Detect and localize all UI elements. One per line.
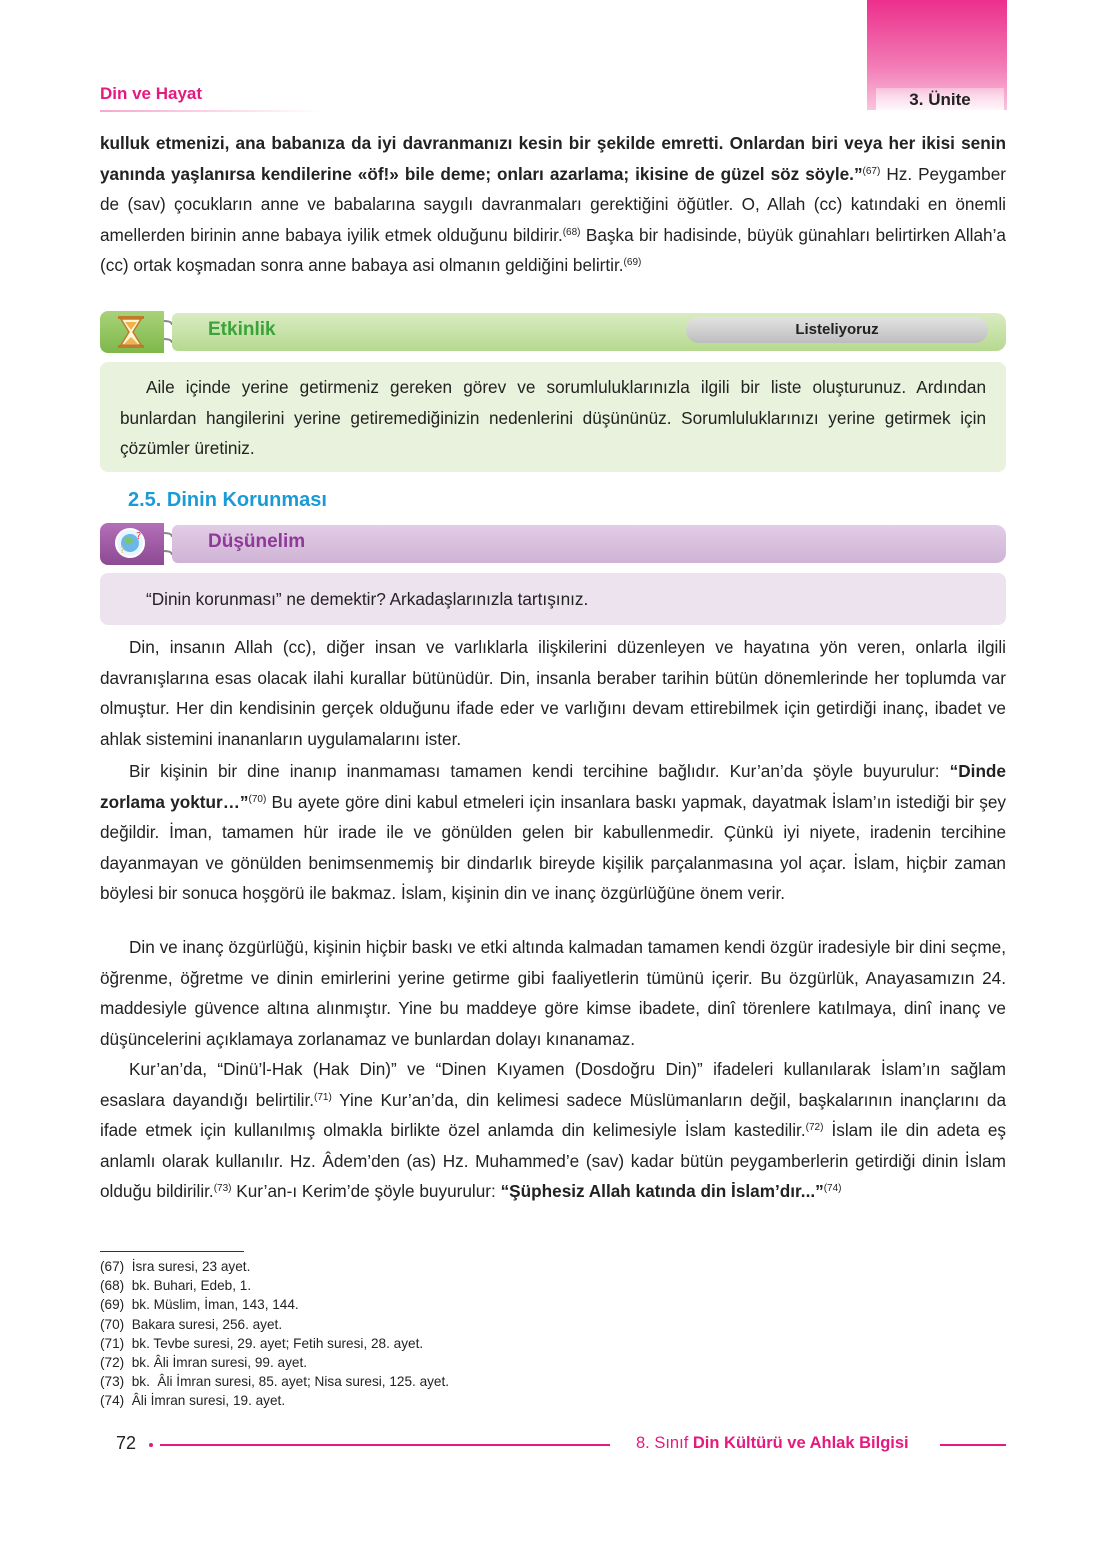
footnote-68: (68) bk. Buhari, Edeb, 1. — [100, 1278, 252, 1294]
hourglass-icon — [100, 311, 164, 353]
footnote-74: (74) Âli İmran suresi, 19. ayet. — [100, 1393, 286, 1409]
header-underline — [100, 110, 325, 112]
etkinlik-tag: Listeliyoruz — [686, 317, 988, 343]
footnote-73: (73) bk. Âli İmran suresi, 85. ayet; Nisa suresi, 125. ayet. — [100, 1374, 450, 1390]
section-heading: 2.5. Dinin Korunması — [128, 489, 327, 511]
etkinlik-text: Aile içinde yerine getirmeniz gereken görev ve sorumluluklarınızla ilgili bir liste oluşturunuz. Ardından bunlardan hangilerini yerine getiremediğinizin nedenlerini düşününüz. Sorumluluklarınızı yerine getirmek için çözümler üretiniz. — [120, 377, 986, 459]
footer-rule-right — [940, 1444, 1006, 1446]
footnote-67: (67) İsra suresi, 23 ayet. — [100, 1259, 251, 1274]
footnote-ref-72[interactable]: (72) — [805, 1122, 824, 1134]
footer-book-title: 8. Sınıf Din Kültürü ve Ahlak Bilgisi — [636, 1434, 909, 1452]
dusunelim-text: “Dinin korunması” ne demektir? Arkadaşlarınızla tartışınız. — [146, 589, 589, 609]
svg-text:?: ? — [136, 531, 142, 542]
footnote-ref-71[interactable]: (71) — [314, 1091, 332, 1103]
footnote-ref-67[interactable]: (67) — [862, 165, 881, 177]
footnote-rule — [100, 1251, 244, 1252]
footnote-71: (71) bk. Tevbe suresi, 29. ayet; Fetih suresi, 28. ayet. — [100, 1335, 424, 1351]
paragraph-1: kulluk etmenizi, ana babanıza da iyi davranmanızı kesin bir şekilde emretti. Onlardan biri veya her ikisi senin yanında yaşlanırsa kendilerine «öf!» bile deme; onları azarlama; ikisine de güzel söz söyle.”$^{(67)}$ Hz. Peygamber de (sav) çocukların anne ve babalarına saygılı davranmaları gerektiğini öğütler. O, Allah (cc) katındaki en önemli amellerden birinin anne babaya iyilik etmek olduğunu bildirir.$^{(68)}$ Başka bir hadisinde, büyük günahları belirtirken Allah’a (cc) ortak koşmadan sonra anne babaya asi olmanın geldiğini belirtir.$^{(69)}$ — [100, 133, 1006, 276]
globe-icon — [100, 523, 164, 565]
dusunelim-title: Düşünelim — [208, 531, 306, 552]
etkinlik-box — [100, 362, 1006, 472]
footnote-ref-74[interactable]: (74) — [823, 1183, 842, 1195]
footnote-70: (70) Bakara suresi, 256. ayet. — [100, 1316, 283, 1332]
etkinlik-title: Etkinlik — [208, 319, 276, 340]
header-section-title: Din ve Hayat — [100, 84, 203, 103]
footnote-list — [100, 1257, 449, 1411]
paragraph-3: Bir kişinin bir dine inanıp inanmaması tamamen kendi tercihine bağlıdır. Kur’an’da şöyle buyurulur: “Dinde zorlama yoktur…”$^{(70)}$ Bu ayete göre dini kabul etmeleri için insanlara baskı yapmak, dayatmak İslam’ın istediği bir şey değildir. İman, tamamen hür irade ile ve gönülden gelen bir kabullenmedir. Çünkü iyi niyete, iradenin tercihine dayanmayan ve gönülden benimsenmemiş bir dindarlık bireyde kişilik parçalanmasına yol açar. İslam, hiçbir zaman böylesi bir sonuca hoşgörü ile bakmaz. İslam, kişinin din ve inanç özgürlüğüne önem verir. — [100, 761, 1006, 904]
paragraph-2: Din, insanın Allah (cc), diğer insan ve varlıklarla ilişkilerini düzenleyen ve hayatına yön veren, onlarla ilgili davranışlarına esas olacak ilahi kurallar bütünüdür. Din, insanla beraber tarihin bütün dönemlerinde her toplumda var olmuştur. Her din kendisinin gerçek olduğunu ifade eder ve varlığını devam ettirebilmek için getirdiği inanç, ibadet ve ahlak sistemini inananların uygulamalarını ister. — [100, 637, 1006, 749]
dusunelim-box — [100, 573, 1006, 625]
dusunelim-banner — [100, 523, 1006, 565]
footer-rule-left — [160, 1444, 610, 1446]
footnote-72: (72) bk. Âli İmran suresi, 99. ayet. — [100, 1355, 308, 1371]
footnote-ref-73[interactable]: (73) — [213, 1183, 232, 1195]
unit-label: 3. Ünite — [876, 88, 1004, 112]
footer-dot — [149, 1443, 153, 1447]
quote-bold: “Şüphesiz Allah katında din İslam’dır...” — [500, 1181, 824, 1202]
paragraph-5: Kur’an’da, “Dinü’l-Hak (Hak Din)” ve “Dinen Kıyamen (Dosdoğru Din)” ifadeleri kullanılarak İslam’ın sağlam esaslara dayandığı belirtilir.$^{(71)}$ Yine Kur’an’da, din kelimesi sadece Müslümanların değil, başkalarının inançlarını da ifade etmek için kullanılmış olmakla birlikte özel anlamda din kelimesiyle İslam kastedilir.$^{(72)}$ İslam ile din adeta eş anlamlı olarak kullanılır. Hz. Âdem’den (as) Hz. Muhammed’e (sav) kadar bütün peygamberlerin getirdiği dinin İslam olduğu bildirilir.$^{(73)}$ Kur’an-ı Kerim’de şöyle buyurulur: “Şüphesiz Allah katında din İslam’dır...”$^{(74)}$ — [100, 1059, 1007, 1202]
quote-bold: “Dinde zorlama yoktur…” — [100, 761, 1006, 812]
quote-bold: kulluk etmenizi, ana babanıza da iyi davranmanızı kesin bir şekilde emretti. Onlardan biri veya her ikisi senin yanında yaşlanırsa kendilerine «öf!» bile deme; onları azarlama; ikisine de güzel söz söyle.” — [100, 133, 1006, 184]
paragraph-4: Din ve inanç özgürlüğü, kişinin hiçbir baskı ve etki altında kalmadan tamamen kendi özgür iradesiyle bir dini seçme, öğrenme, öğretme ve dinin emirlerini yerine getirme gibi faaliyetlerin tümünü içerir. Bu özgürlük, Anayasamızın 24. maddesiyle güvence altına alınmıştır. Yine bu maddeye göre kimse ibadete, dinî törenlere katılmaya, dinî inanç ve düşüncelerini açıklamaya zorlanamaz ve bunlardan dolayı kınanamaz. — [100, 937, 1006, 1049]
svg-text:?: ? — [120, 546, 125, 556]
footnote-69: (69) bk. Müslim, İman, 143, 144. — [100, 1297, 299, 1313]
footnote-ref-70[interactable]: (70) — [248, 793, 267, 805]
etkinlik-banner — [100, 311, 1006, 353]
footnote-ref-69[interactable]: (69) — [623, 257, 642, 269]
footnote-ref-68[interactable]: (68) — [562, 226, 581, 238]
page-number: 72 — [116, 1433, 137, 1453]
